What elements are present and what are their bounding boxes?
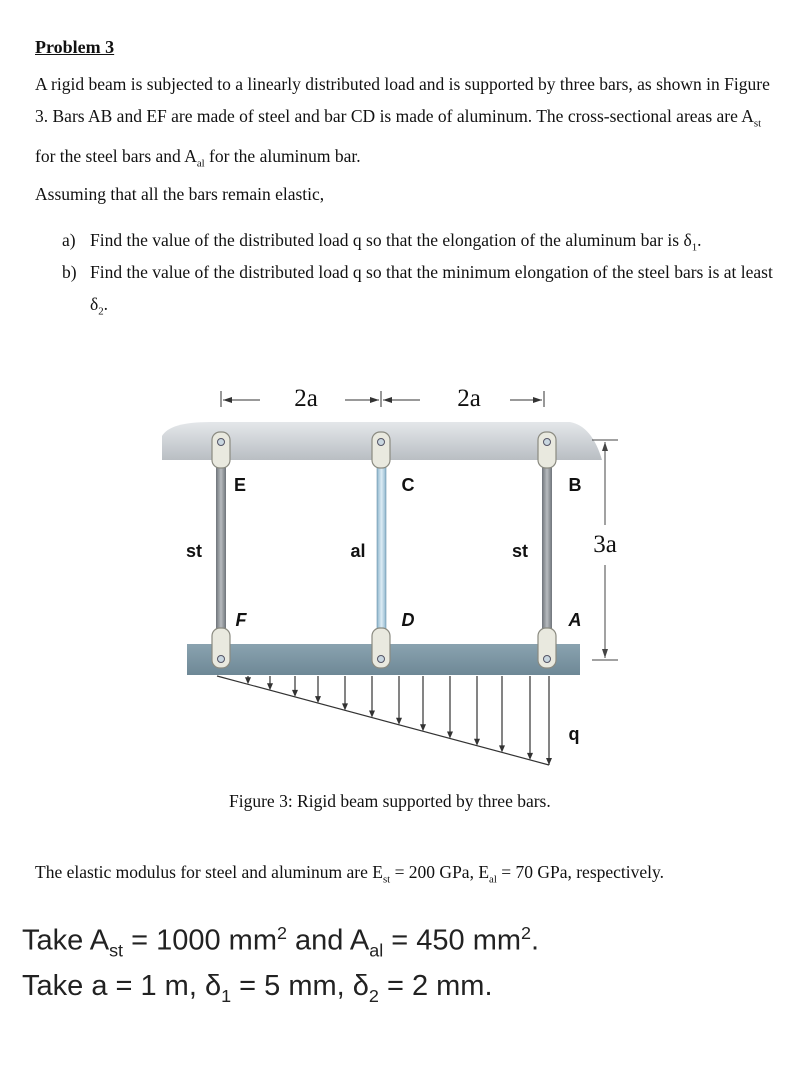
dimension-top bbox=[221, 385, 544, 412]
material-label-middle: al bbox=[350, 541, 366, 561]
clevis-bottom-a bbox=[538, 628, 556, 668]
given-length-deflections: Take a = 1 m, $\delta_1 = 5$ mm, $\delta_2 = 2$ mm. bbox=[22, 970, 493, 1006]
label-d: D bbox=[401, 610, 415, 630]
material-label-right: st bbox=[511, 541, 529, 561]
dim-height-label: 3a bbox=[593, 531, 617, 558]
figure-3-diagram bbox=[140, 370, 640, 780]
load-arrows bbox=[245, 676, 552, 765]
label-b: B bbox=[568, 475, 582, 495]
clevis-top-b bbox=[538, 432, 556, 468]
clevis-top-c bbox=[372, 432, 390, 468]
bar-ab-steel bbox=[542, 465, 552, 630]
label-a: A bbox=[568, 610, 582, 630]
clevis-bottom-f bbox=[212, 628, 230, 668]
figure-caption: Figure 3: Rigid beam supported by three bars. bbox=[229, 791, 551, 811]
bar-ef-steel bbox=[216, 465, 226, 630]
material-label-left: st bbox=[185, 541, 203, 561]
label-e: E bbox=[233, 475, 247, 495]
clevis-bottom-d bbox=[372, 628, 390, 668]
problem-assumption: Assuming that all the bars remain elastic, bbox=[35, 184, 325, 204]
question-label: a) bbox=[62, 230, 76, 250]
question-label: b) bbox=[62, 262, 77, 282]
question-text: Find the value of the distributed load q so that the elongation of the aluminum bar is $\delta_1$. bbox=[90, 230, 702, 254]
label-f: F bbox=[235, 610, 247, 630]
problem-intro: A rigid beam is subjected to a linearly distributed load and is supported by three bars, as shown in Figure 3. Bars AB and EF are made of steel and bar CD is made of aluminum. The cross-sectional areas are $A_{st}$ for the steel bars and $A_{al}$ for the aluminum bar. bbox=[35, 74, 770, 169]
clevis-top-e bbox=[212, 432, 230, 468]
dim-left-label: 2a bbox=[294, 385, 318, 412]
problem-title: Problem 3 bbox=[35, 37, 115, 57]
bar-cd-aluminum bbox=[377, 465, 386, 630]
dimension-height bbox=[592, 440, 618, 660]
load-label-q: q bbox=[568, 724, 580, 744]
dim-right-label: 2a bbox=[457, 385, 481, 412]
given-areas: Take $A_{st} = 1000$ $mm^2$ and $A_{al} = 450$ $mm^2$. bbox=[22, 923, 540, 961]
distributed-load bbox=[217, 676, 552, 765]
elastic-moduli-statement: The elastic modulus for steel and aluminum are $E_{st} = 200$ GPa, $E_{al} = 70$ GPa, respectively. bbox=[35, 862, 665, 886]
label-c: C bbox=[401, 475, 415, 495]
question-text: Find the value of the distributed load q so that the minimum elongation of the steel bars is at least $\delta_2$. bbox=[90, 262, 773, 318]
